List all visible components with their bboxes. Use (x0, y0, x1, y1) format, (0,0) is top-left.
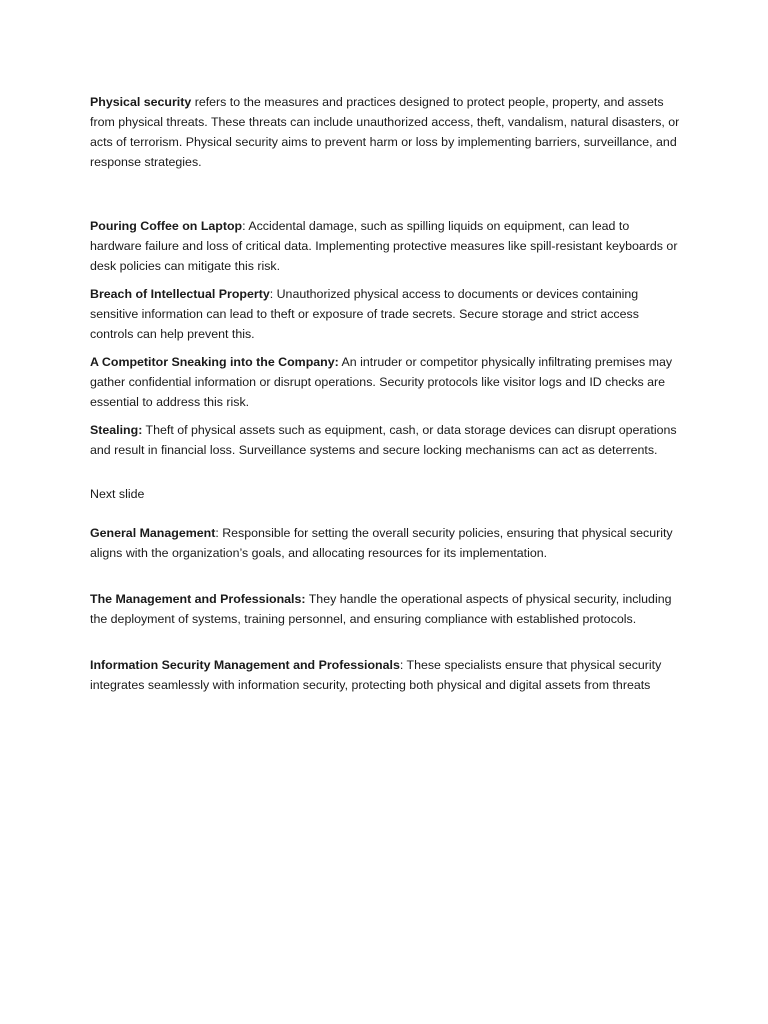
role-paragraph-general-management (90, 523, 682, 563)
threat-text: : Accidental damage, such as spilling liquids on equipment, can lead to hardware failure and loss of critical data. Implementing protective measures like spill-resistant keyboards or desk policies can mitigate this risk. (90, 219, 678, 273)
next-slide-label: Next slide (90, 487, 145, 501)
role-paragraph-infosec-management (90, 655, 682, 695)
role-text: They handle the operational aspects of physical security, including the deployment of systems, training personnel, and ensuring compliance with established protocols. (90, 592, 672, 626)
role-paragraph-management-professionals (90, 589, 682, 629)
role-term: The Management and Professionals: (90, 592, 306, 606)
threat-text: Theft of physical assets such as equipment, cash, or data storage devices can disrupt operations and result in financial loss. Surveillance systems and secure locking mechanisms can act as deterrents. (90, 423, 677, 457)
threat-text: An intruder or competitor physically infiltrating premises may gather confidential information or disrupt operations. Security protocols like visitor logs and ID checks are essential to address this risk. (90, 355, 673, 409)
role-term: General Management (90, 526, 216, 540)
role-text: : Responsible for setting the overall security policies, ensuring that physical security aligns with the organization’s goals, and allocating resources for its implementation. (90, 526, 673, 560)
threat-term: Pouring Coffee on Laptop (90, 219, 243, 233)
intro-paragraph (90, 92, 682, 172)
threat-text: : Unauthorized physical access to documents or devices containing sensitive information can lead to theft or exposure of trade secrets. Secure storage and strict access controls can help prevent this. (90, 287, 639, 341)
threat-term: Breach of Intellectual Property (90, 287, 270, 301)
intro-text: refers to the measures and practices designed to protect people, property, and assets from physical threats. These threats can include unauthorized access, theft, vandalism, natural disasters, or acts of terrorism. Physical security aims to prevent harm or loss by implementing barriers, surveillance, and response strategies. (90, 95, 680, 169)
role-text: : These specialists ensure that physical security integrates seamlessly with information security, protecting both physical and digital assets from threats (90, 658, 662, 692)
threat-paragraph-coffee (90, 216, 682, 276)
threat-paragraph-competitor (90, 352, 682, 412)
threat-paragraph-ip-breach (90, 284, 682, 344)
threat-term: Stealing: (90, 423, 143, 437)
role-term: Information Security Management and Professionals (90, 658, 400, 672)
intro-term: Physical security (90, 95, 192, 109)
threat-paragraph-stealing (90, 420, 682, 460)
document-body (90, 92, 682, 695)
threat-term: A Competitor Sneaking into the Company: (90, 355, 339, 369)
